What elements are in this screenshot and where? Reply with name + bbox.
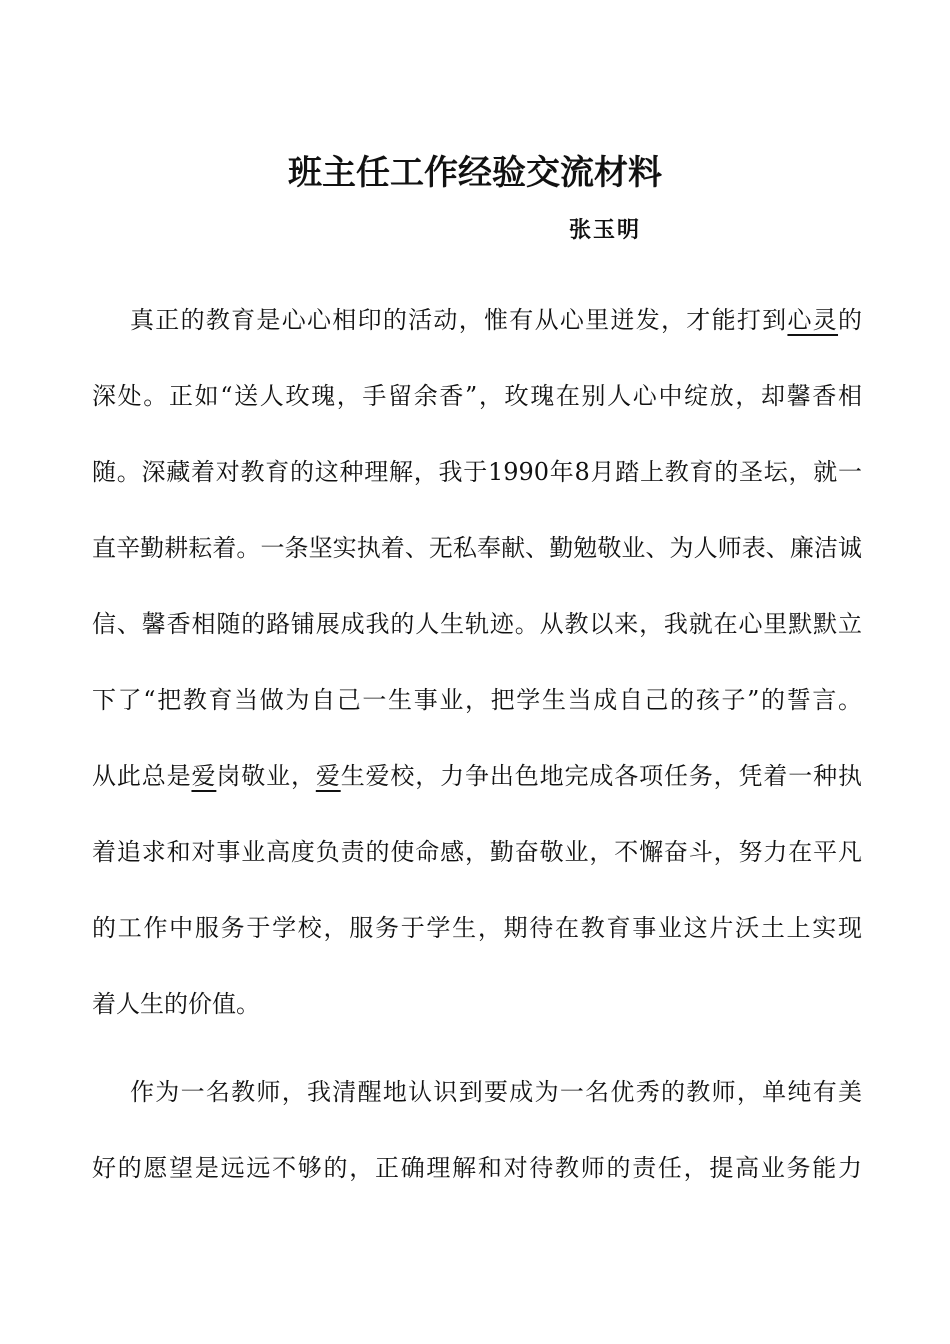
document-title: 班主任工作经验交流材料 [288,153,662,193]
paragraph-1-line-1: 真正的教育是心心相印的活动，惟有从心里迸发，才能打到心灵的 [130,306,862,334]
paragraph-2-line-2: 好的愿望是远远不够的，正确理解和对待教师的责任，提高业务能力 [92,1154,862,1182]
paragraph-1-line-8: 着追求和对事业高度负责的使命感，勤奋敬业，不懈奋斗，努力在平凡 [92,838,862,866]
paragraph-1-line-3: 随。深藏着对教育的这种理解，我于1990年8月踏上教育的圣坛，就一 [92,458,862,486]
paragraph-2-line-1: 作为一名教师，我清醒地认识到要成为一名优秀的教师，单纯有美 [130,1078,862,1106]
underlined-word: 爱 [191,762,217,790]
underlined-word: 爱 [315,762,341,790]
author-name: 张玉明 [569,218,642,243]
paragraph-1-line-10: 着人生的价值。 [92,990,260,1018]
paragraph-1-line-5: 信、馨香相随的路铺展成我的人生轨迹。从教以来，我就在心里默默立 [92,610,862,638]
paragraph-1-line-9: 的工作中服务于学校，服务于学生，期待在教育事业这片沃土上实现 [92,914,862,942]
paragraph-1-line-2: 深处。正如“送人玫瑰，手留余香”，玫瑰在别人心中绽放，却馨香相 [92,382,862,410]
paragraph-1-line-6: 下了“把教育当做为自己一生事业，把学生当成自己的孩子”的誓言。 [92,686,862,714]
paragraph-1-line-4: 直辛勤耕耘着。一条坚实执着、无私奉献、勤勉敬业、为人师表、廉洁诚 [92,534,862,562]
paragraph-1-line-7: 从此总是爱岗敬业，爱生爱校，力争出色地完成各项任务，凭着一种执 [92,762,862,790]
underlined-word: 心灵 [787,306,839,334]
